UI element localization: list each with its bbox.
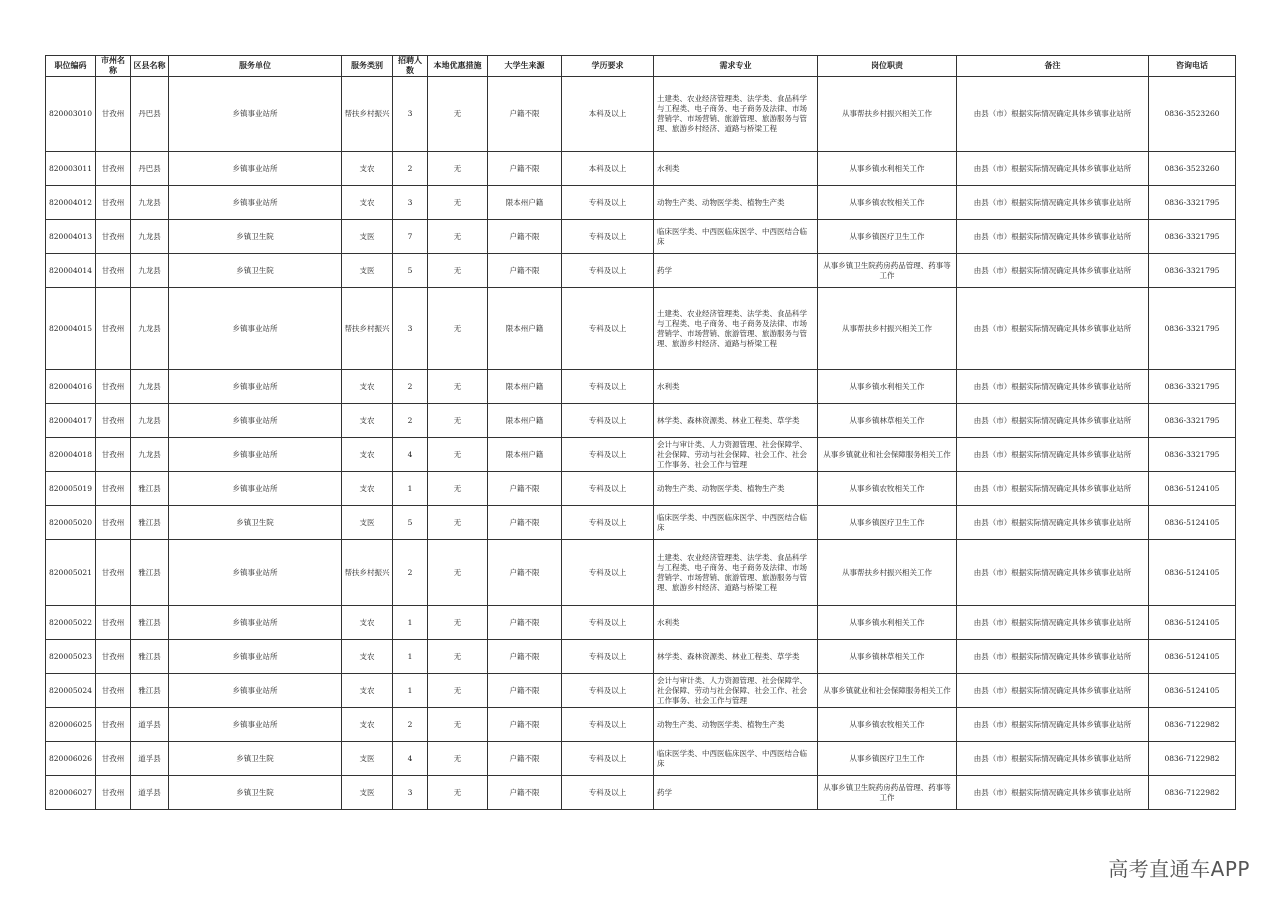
headcount-cell: 2 [393, 404, 428, 438]
phone-cell: 0836-7122982 [1149, 776, 1236, 810]
position-code-cell: 820003011 [46, 152, 96, 186]
duties-cell: 从事乡镇卫生院药房药品管理、药事等工作 [818, 776, 957, 810]
service-unit-cell: 乡镇事业站所 [169, 640, 342, 674]
major-cell: 会计与审计类、人力资源管理、社会保障学、社会保障、劳动与社会保障、社会工作、社会工作事务、社会工作与管理 [654, 438, 818, 472]
major-cell: 水利类 [654, 370, 818, 404]
table-row [46, 708, 1236, 742]
county-cell: 九龙县 [131, 254, 169, 288]
phone-cell: 0836-3321795 [1149, 370, 1236, 404]
city-cell: 甘孜州 [96, 674, 131, 708]
service-type-cell: 支农 [342, 708, 393, 742]
table-row [46, 640, 1236, 674]
notes-cell: 由县（市）根据实际情况确定具体乡镇事业站所 [957, 186, 1149, 220]
service-type-cell: 支医 [342, 254, 393, 288]
county-cell: 九龙县 [131, 288, 169, 370]
table-row [46, 742, 1236, 776]
position-code-cell: 820006026 [46, 742, 96, 776]
table-row [46, 254, 1236, 288]
phone-cell: 0836-3321795 [1149, 254, 1236, 288]
student-source-cell: 限本州户籍 [488, 438, 562, 472]
headcount-cell: 4 [393, 438, 428, 472]
student-source-cell: 户籍不限 [488, 506, 562, 540]
notes-cell: 由县（市）根据实际情况确定具体乡镇事业站所 [957, 254, 1149, 288]
notes-cell: 由县（市）根据实际情况确定具体乡镇事业站所 [957, 472, 1149, 506]
service-type-cell: 支医 [342, 506, 393, 540]
headcount-cell: 2 [393, 708, 428, 742]
major-cell: 临床医学类、中西医临床医学、中西医结合临床 [654, 506, 818, 540]
phone-cell: 0836-5124105 [1149, 472, 1236, 506]
major-cell: 临床医学类、中西医临床医学、中西医结合临床 [654, 220, 818, 254]
city-cell: 甘孜州 [96, 472, 131, 506]
education-cell: 本科及以上 [562, 77, 654, 152]
student-source-cell: 户籍不限 [488, 708, 562, 742]
position-code-cell: 820004018 [46, 438, 96, 472]
student-source-cell: 限本州户籍 [488, 404, 562, 438]
header-local-benefits: 本地优惠措施 [428, 56, 488, 77]
local-benefits-cell: 无 [428, 186, 488, 220]
education-cell: 专科及以上 [562, 776, 654, 810]
notes-cell: 由县（市）根据实际情况确定具体乡镇事业站所 [957, 776, 1149, 810]
education-cell: 专科及以上 [562, 472, 654, 506]
major-cell: 动物生产类、动物医学类、植物生产类 [654, 186, 818, 220]
student-source-cell: 户籍不限 [488, 77, 562, 152]
local-benefits-cell: 无 [428, 288, 488, 370]
phone-cell: 0836-5124105 [1149, 606, 1236, 640]
student-source-cell: 户籍不限 [488, 776, 562, 810]
major-cell: 土建类、农业经济管理类、法学类、食品科学与工程类、电子商务、电子商务及法律、市场营销学、市场营销、旅游管理、旅游服务与管理、旅游乡村经济、道路与桥梁工程 [654, 540, 818, 606]
position-code-cell: 820005023 [46, 640, 96, 674]
local-benefits-cell: 无 [428, 640, 488, 674]
header-county: 区县名称 [131, 56, 169, 77]
county-cell: 丹巴县 [131, 77, 169, 152]
major-cell: 药学 [654, 776, 818, 810]
service-type-cell: 支医 [342, 220, 393, 254]
county-cell: 道孚县 [131, 708, 169, 742]
service-unit-cell: 乡镇事业站所 [169, 674, 342, 708]
city-cell: 甘孜州 [96, 288, 131, 370]
notes-cell: 由县（市）根据实际情况确定具体乡镇事业站所 [957, 404, 1149, 438]
city-cell: 甘孜州 [96, 742, 131, 776]
education-cell: 专科及以上 [562, 288, 654, 370]
education-cell: 专科及以上 [562, 540, 654, 606]
city-cell: 甘孜州 [96, 152, 131, 186]
student-source-cell: 户籍不限 [488, 220, 562, 254]
city-cell: 甘孜州 [96, 404, 131, 438]
county-cell: 九龙县 [131, 186, 169, 220]
city-cell: 甘孜州 [96, 506, 131, 540]
education-cell: 专科及以上 [562, 640, 654, 674]
watermark: 高考直通车APP [1108, 857, 1250, 881]
county-cell: 雅江县 [131, 540, 169, 606]
phone-cell: 0836-5124105 [1149, 540, 1236, 606]
education-cell: 专科及以上 [562, 404, 654, 438]
student-source-cell: 户籍不限 [488, 254, 562, 288]
headcount-cell: 1 [393, 606, 428, 640]
table-row [46, 186, 1236, 220]
header-phone: 咨询电话 [1149, 56, 1236, 77]
duties-cell: 从事乡镇就业和社会保障服务相关工作 [818, 438, 957, 472]
headcount-cell: 3 [393, 186, 428, 220]
service-type-cell: 帮扶乡村振兴 [342, 540, 393, 606]
header-position-code: 职位编码 [46, 56, 96, 77]
position-code-cell: 820005022 [46, 606, 96, 640]
duties-cell: 从事乡镇农牧相关工作 [818, 708, 957, 742]
header-headcount: 招聘人数 [393, 56, 428, 77]
county-cell: 九龙县 [131, 220, 169, 254]
service-type-cell: 支农 [342, 640, 393, 674]
county-cell: 雅江县 [131, 606, 169, 640]
education-cell: 专科及以上 [562, 742, 654, 776]
education-cell: 专科及以上 [562, 438, 654, 472]
phone-cell: 0836-3321795 [1149, 404, 1236, 438]
headcount-cell: 5 [393, 254, 428, 288]
service-unit-cell: 乡镇事业站所 [169, 186, 342, 220]
position-code-cell: 820004017 [46, 404, 96, 438]
notes-cell: 由县（市）根据实际情况确定具体乡镇事业站所 [957, 540, 1149, 606]
headcount-cell: 1 [393, 674, 428, 708]
local-benefits-cell: 无 [428, 220, 488, 254]
table-row [46, 540, 1236, 606]
education-cell: 专科及以上 [562, 186, 654, 220]
service-type-cell: 帮扶乡村振兴 [342, 77, 393, 152]
position-code-cell: 820004014 [46, 254, 96, 288]
major-cell: 水利类 [654, 152, 818, 186]
local-benefits-cell: 无 [428, 506, 488, 540]
phone-cell: 0836-5124105 [1149, 506, 1236, 540]
table-row [46, 220, 1236, 254]
city-cell: 甘孜州 [96, 254, 131, 288]
county-cell: 雅江县 [131, 506, 169, 540]
service-unit-cell: 乡镇事业站所 [169, 152, 342, 186]
local-benefits-cell: 无 [428, 404, 488, 438]
headcount-cell: 3 [393, 288, 428, 370]
duties-cell: 从事乡镇就业和社会保障服务相关工作 [818, 674, 957, 708]
service-type-cell: 支农 [342, 438, 393, 472]
headcount-cell: 2 [393, 540, 428, 606]
headcount-cell: 5 [393, 506, 428, 540]
local-benefits-cell: 无 [428, 540, 488, 606]
county-cell: 九龙县 [131, 404, 169, 438]
phone-cell: 0836-5124105 [1149, 674, 1236, 708]
header-service-unit: 服务单位 [169, 56, 342, 77]
service-unit-cell: 乡镇事业站所 [169, 77, 342, 152]
notes-cell: 由县（市）根据实际情况确定具体乡镇事业站所 [957, 674, 1149, 708]
service-type-cell: 支农 [342, 674, 393, 708]
headcount-cell: 3 [393, 776, 428, 810]
service-type-cell: 支农 [342, 404, 393, 438]
service-type-cell: 支医 [342, 742, 393, 776]
duties-cell: 从事乡镇水利相关工作 [818, 152, 957, 186]
student-source-cell: 户籍不限 [488, 472, 562, 506]
position-code-cell: 820005019 [46, 472, 96, 506]
student-source-cell: 户籍不限 [488, 640, 562, 674]
headcount-cell: 2 [393, 370, 428, 404]
notes-cell: 由县（市）根据实际情况确定具体乡镇事业站所 [957, 742, 1149, 776]
local-benefits-cell: 无 [428, 254, 488, 288]
duties-cell: 从事帮扶乡村振兴相关工作 [818, 77, 957, 152]
education-cell: 本科及以上 [562, 152, 654, 186]
local-benefits-cell: 无 [428, 742, 488, 776]
duties-cell: 从事乡镇卫生院药房药品管理、药事等工作 [818, 254, 957, 288]
service-unit-cell: 乡镇事业站所 [169, 708, 342, 742]
city-cell: 甘孜州 [96, 370, 131, 404]
table-row [46, 370, 1236, 404]
table-row [46, 438, 1236, 472]
headcount-cell: 7 [393, 220, 428, 254]
phone-cell: 0836-3321795 [1149, 438, 1236, 472]
city-cell: 甘孜州 [96, 606, 131, 640]
position-code-cell: 820006027 [46, 776, 96, 810]
headcount-cell: 1 [393, 472, 428, 506]
student-source-cell: 户籍不限 [488, 540, 562, 606]
service-unit-cell: 乡镇卫生院 [169, 220, 342, 254]
service-type-cell: 帮扶乡村振兴 [342, 288, 393, 370]
service-unit-cell: 乡镇卫生院 [169, 742, 342, 776]
local-benefits-cell: 无 [428, 708, 488, 742]
position-code-cell: 820004013 [46, 220, 96, 254]
table-row [46, 606, 1236, 640]
local-benefits-cell: 无 [428, 77, 488, 152]
education-cell: 专科及以上 [562, 506, 654, 540]
phone-cell: 0836-7122982 [1149, 708, 1236, 742]
headcount-cell: 4 [393, 742, 428, 776]
county-cell: 九龙县 [131, 370, 169, 404]
service-unit-cell: 乡镇事业站所 [169, 288, 342, 370]
local-benefits-cell: 无 [428, 606, 488, 640]
header-duties: 岗位职责 [818, 56, 957, 77]
notes-cell: 由县（市）根据实际情况确定具体乡镇事业站所 [957, 506, 1149, 540]
education-cell: 专科及以上 [562, 708, 654, 742]
major-cell: 土建类、农业经济管理类、法学类、食品科学与工程类、电子商务、电子商务及法律、市场营销学、市场营销、旅游管理、旅游服务与管理、旅游乡村经济、道路与桥梁工程 [654, 77, 818, 152]
notes-cell: 由县（市）根据实际情况确定具体乡镇事业站所 [957, 708, 1149, 742]
table-row [46, 472, 1236, 506]
county-cell: 丹巴县 [131, 152, 169, 186]
county-cell: 道孚县 [131, 776, 169, 810]
education-cell: 专科及以上 [562, 220, 654, 254]
service-unit-cell: 乡镇事业站所 [169, 370, 342, 404]
city-cell: 甘孜州 [96, 220, 131, 254]
header-education: 学历要求 [562, 56, 654, 77]
position-code-cell: 820005021 [46, 540, 96, 606]
major-cell: 土建类、农业经济管理类、法学类、食品科学与工程类、电子商务、电子商务及法律、市场营销学、市场营销、旅游管理、旅游服务与管理、旅游乡村经济、道路与桥梁工程 [654, 288, 818, 370]
header-student-source: 大学生来源 [488, 56, 562, 77]
table-row [46, 776, 1236, 810]
major-cell: 临床医学类、中西医临床医学、中西医结合临床 [654, 742, 818, 776]
phone-cell: 0836-3321795 [1149, 288, 1236, 370]
header-service-type: 服务类别 [342, 56, 393, 77]
position-code-cell: 820004012 [46, 186, 96, 220]
headcount-cell: 1 [393, 640, 428, 674]
service-unit-cell: 乡镇卫生院 [169, 254, 342, 288]
major-cell: 会计与审计类、人力资源管理、社会保障学、社会保障、劳动与社会保障、社会工作、社会工作事务、社会工作与管理 [654, 674, 818, 708]
service-type-cell: 支农 [342, 370, 393, 404]
service-unit-cell: 乡镇事业站所 [169, 606, 342, 640]
notes-cell: 由县（市）根据实际情况确定具体乡镇事业站所 [957, 77, 1149, 152]
major-cell: 动物生产类、动物医学类、植物生产类 [654, 472, 818, 506]
duties-cell: 从事帮扶乡村振兴相关工作 [818, 540, 957, 606]
service-type-cell: 支农 [342, 472, 393, 506]
service-unit-cell: 乡镇事业站所 [169, 438, 342, 472]
student-source-cell: 户籍不限 [488, 674, 562, 708]
county-cell: 雅江县 [131, 640, 169, 674]
service-type-cell: 支医 [342, 776, 393, 810]
service-unit-cell: 乡镇卫生院 [169, 776, 342, 810]
recruitment-table [45, 55, 1236, 810]
table-header-row [46, 56, 1236, 77]
duties-cell: 从事乡镇水利相关工作 [818, 606, 957, 640]
student-source-cell: 户籍不限 [488, 742, 562, 776]
city-cell: 甘孜州 [96, 640, 131, 674]
header-city: 市州名称 [96, 56, 131, 77]
service-unit-cell: 乡镇事业站所 [169, 540, 342, 606]
local-benefits-cell: 无 [428, 370, 488, 404]
student-source-cell: 限本州户籍 [488, 288, 562, 370]
header-notes: 备注 [957, 56, 1149, 77]
education-cell: 专科及以上 [562, 606, 654, 640]
notes-cell: 由县（市）根据实际情况确定具体乡镇事业站所 [957, 152, 1149, 186]
table-row [46, 77, 1236, 152]
city-cell: 甘孜州 [96, 438, 131, 472]
major-cell: 动物生产类、动物医学类、植物生产类 [654, 708, 818, 742]
county-cell: 九龙县 [131, 438, 169, 472]
duties-cell: 从事乡镇医疗卫生工作 [818, 742, 957, 776]
table-body [46, 77, 1236, 810]
notes-cell: 由县（市）根据实际情况确定具体乡镇事业站所 [957, 640, 1149, 674]
duties-cell: 从事乡镇医疗卫生工作 [818, 220, 957, 254]
major-cell: 药学 [654, 254, 818, 288]
headcount-cell: 3 [393, 77, 428, 152]
headcount-cell: 2 [393, 152, 428, 186]
duties-cell: 从事乡镇林草相关工作 [818, 640, 957, 674]
notes-cell: 由县（市）根据实际情况确定具体乡镇事业站所 [957, 438, 1149, 472]
table-row [46, 674, 1236, 708]
phone-cell: 0836-3321795 [1149, 220, 1236, 254]
service-unit-cell: 乡镇事业站所 [169, 404, 342, 438]
service-unit-cell: 乡镇事业站所 [169, 472, 342, 506]
service-type-cell: 支农 [342, 606, 393, 640]
phone-cell: 0836-3321795 [1149, 186, 1236, 220]
duties-cell: 从事乡镇农牧相关工作 [818, 472, 957, 506]
local-benefits-cell: 无 [428, 472, 488, 506]
table-row [46, 288, 1236, 370]
position-code-cell: 820004016 [46, 370, 96, 404]
notes-cell: 由县（市）根据实际情况确定具体乡镇事业站所 [957, 606, 1149, 640]
phone-cell: 0836-3523260 [1149, 77, 1236, 152]
local-benefits-cell: 无 [428, 152, 488, 186]
duties-cell: 从事帮扶乡村振兴相关工作 [818, 288, 957, 370]
service-type-cell: 支农 [342, 152, 393, 186]
education-cell: 专科及以上 [562, 674, 654, 708]
education-cell: 专科及以上 [562, 254, 654, 288]
city-cell: 甘孜州 [96, 776, 131, 810]
position-code-cell: 820006025 [46, 708, 96, 742]
local-benefits-cell: 无 [428, 776, 488, 810]
phone-cell: 0836-7122982 [1149, 742, 1236, 776]
major-cell: 水利类 [654, 606, 818, 640]
local-benefits-cell: 无 [428, 674, 488, 708]
student-source-cell: 户籍不限 [488, 152, 562, 186]
position-code-cell: 820005020 [46, 506, 96, 540]
student-source-cell: 户籍不限 [488, 606, 562, 640]
table-row [46, 404, 1236, 438]
education-cell: 专科及以上 [562, 370, 654, 404]
phone-cell: 0836-5124105 [1149, 640, 1236, 674]
table-row [46, 152, 1236, 186]
header-major: 需求专业 [654, 56, 818, 77]
city-cell: 甘孜州 [96, 77, 131, 152]
county-cell: 雅江县 [131, 674, 169, 708]
notes-cell: 由县（市）根据实际情况确定具体乡镇事业站所 [957, 288, 1149, 370]
duties-cell: 从事乡镇农牧相关工作 [818, 186, 957, 220]
student-source-cell: 限本州户籍 [488, 370, 562, 404]
local-benefits-cell: 无 [428, 438, 488, 472]
city-cell: 甘孜州 [96, 186, 131, 220]
county-cell: 雅江县 [131, 472, 169, 506]
major-cell: 林学类、森林资源类、林业工程类、草学类 [654, 640, 818, 674]
city-cell: 甘孜州 [96, 540, 131, 606]
student-source-cell: 限本州户籍 [488, 186, 562, 220]
city-cell: 甘孜州 [96, 708, 131, 742]
table-row [46, 506, 1236, 540]
service-unit-cell: 乡镇卫生院 [169, 506, 342, 540]
position-code-cell: 820005024 [46, 674, 96, 708]
duties-cell: 从事乡镇水利相关工作 [818, 370, 957, 404]
duties-cell: 从事乡镇林草相关工作 [818, 404, 957, 438]
phone-cell: 0836-3523260 [1149, 152, 1236, 186]
service-type-cell: 支农 [342, 186, 393, 220]
position-code-cell: 820003010 [46, 77, 96, 152]
notes-cell: 由县（市）根据实际情况确定具体乡镇事业站所 [957, 220, 1149, 254]
county-cell: 道孚县 [131, 742, 169, 776]
duties-cell: 从事乡镇医疗卫生工作 [818, 506, 957, 540]
position-code-cell: 820004015 [46, 288, 96, 370]
major-cell: 林学类、森林资源类、林业工程类、草学类 [654, 404, 818, 438]
notes-cell: 由县（市）根据实际情况确定具体乡镇事业站所 [957, 370, 1149, 404]
